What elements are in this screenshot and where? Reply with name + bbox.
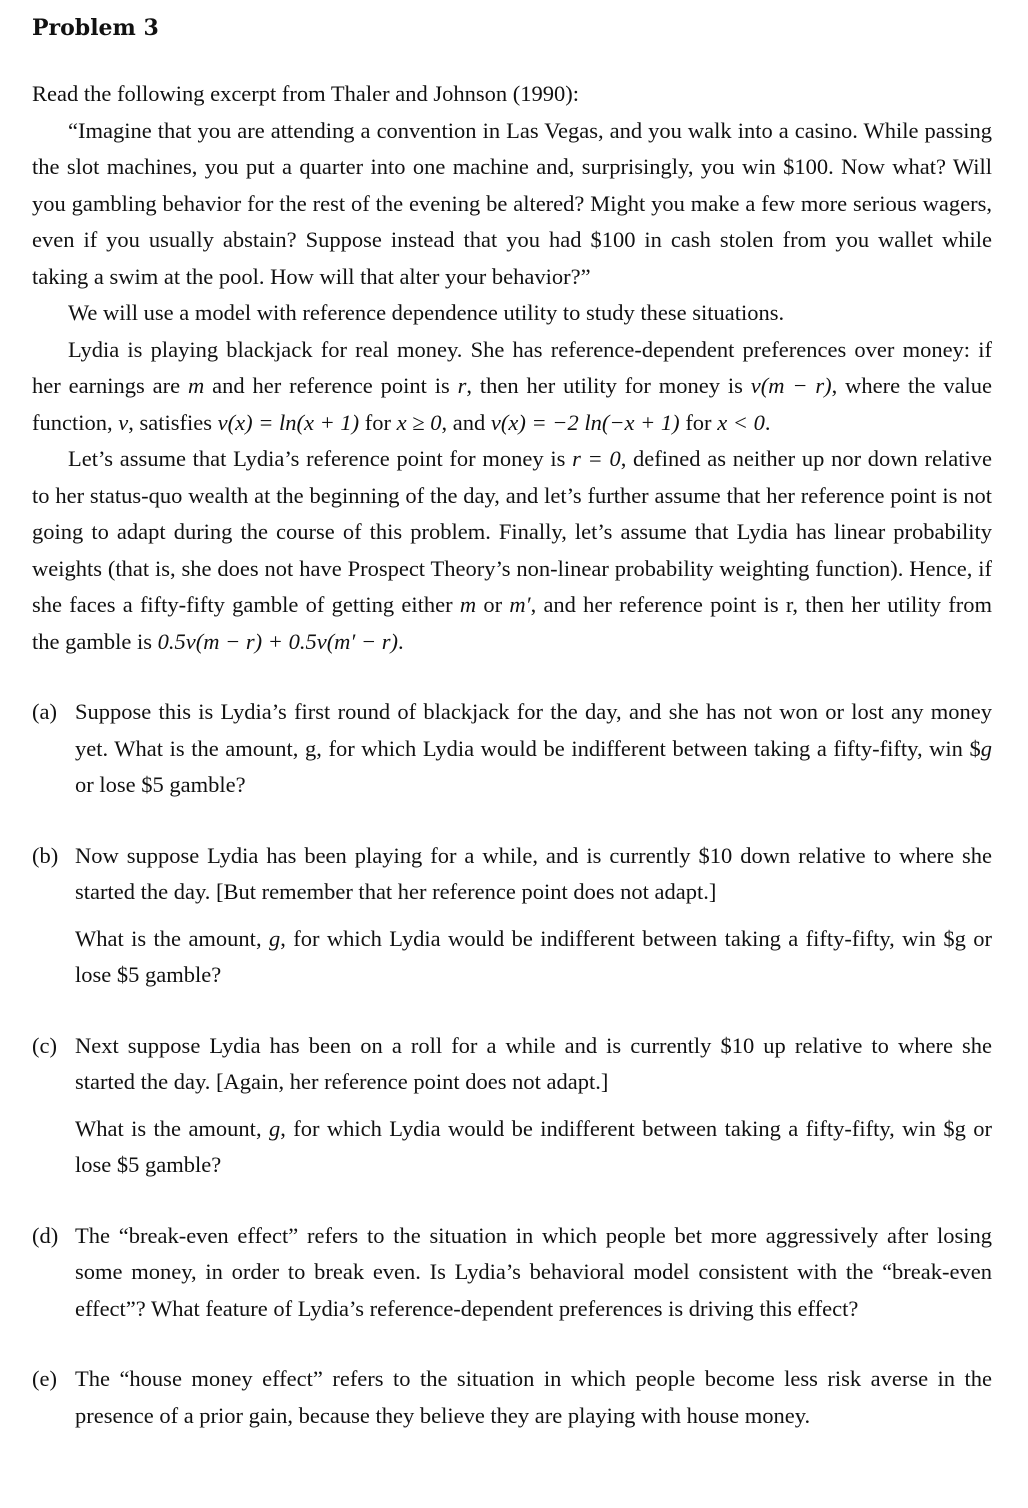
part-setup: Next suppose Lydia has been on a roll for a while and is currently $10 up relative to where she started the day. [Again, her reference point does not adapt.]: [75, 1032, 992, 1094]
part-question: What is the amount, g, for which Lydia would be indifferent between taking a fifty-fifty, win $g or lose $5 gamble?: [75, 1115, 992, 1177]
part-d: [32, 1218, 992, 1328]
part-question: The “house money effect” refers to the situation in which people become less risk averse in the presence of a prior gain, because they believe they are playing with house money.: [75, 1366, 992, 1428]
part-b: [32, 838, 992, 994]
part-e: [32, 1361, 992, 1434]
part-label: (b): [32, 842, 59, 868]
part-label: (e): [32, 1366, 57, 1391]
problem-page: [32, 14, 992, 1468]
model-intro: We will use a model with reference dependence utility to study these situations.: [68, 300, 785, 325]
part-label: (a): [32, 699, 57, 724]
part-setup: Now suppose Lydia has been playing for a while, and is currently $10 down relative to where she started the day. [But remember that her reference point does not adapt.]: [75, 842, 992, 904]
excerpt-quote: “Imagine that you are attending a convention in Las Vegas, and you walk into a casino. While passing the slot machines, you put a quarter into one machine and, surprisingly, you win $100. Now what? Will you gambling behavior for the rest of the evening be altered? Might you make a few more serious wagers, even if you usually abstain? Suppose instead that you had $100 in cash stolen from you wallet while taking a swim at the pool. How will that alter your behavior?”: [32, 117, 992, 289]
intro-sentence: Read the following excerpt from Thaler and Johnson (1990):: [32, 81, 579, 106]
part-label: (c): [32, 1032, 57, 1058]
part-a: [32, 694, 992, 804]
lydia-paragraph: Lydia is playing blackjack for real money. She has reference-dependent preferences over money: if her earnings are m and her reference point is r, then her utility for money is v(m − r), where the value function, v, satisfies v(x) = ln(x + 1) for x ≥ 0, and v(x) = −2 ln(−x + 1) for x < 0.: [32, 336, 993, 435]
part-label: (d): [32, 1222, 59, 1248]
part-question: What is the amount, g, for which Lydia would be indifferent between taking a fifty-fifty, win $g or lose $5 gamble?: [75, 925, 992, 987]
part-question: Suppose this is Lydia’s first round of blackjack for the day, and she has not won or lost any money yet. What is the amount, g, for which Lydia would be indifferent between taking a fifty-fifty, win $g or lose $5 gamble?: [75, 699, 992, 797]
part-question: The “break-even effect” refers to the situation in which people bet more aggressively after losing some money, in order to break even. Is Lydia’s behavioral model consistent with the “break-even effect”? What feature of Lydia’s reference-dependent preferences is driving this effect?: [75, 1222, 992, 1321]
part-c: [32, 1028, 992, 1184]
problem-title: Problem 3: [32, 15, 159, 41]
assumption-paragraph: Let’s assume that Lydia’s reference point for money is r = 0, defined as neither up nor down relative to her status-quo wealth at the beginning of the day, and let’s further assume that her reference point is not going to adapt during the course of this problem. Finally, let’s assume that Lydia has linear probability weights (that is, she does not have Prospect Theory’s non-linear probability weighting function). Hence, if she faces a fifty-fifty gamble of getting either m or m′, and her reference point is r, then her utility from the gamble is 0.5v(m − r) + 0.5v(m′ − r).: [32, 446, 993, 654]
